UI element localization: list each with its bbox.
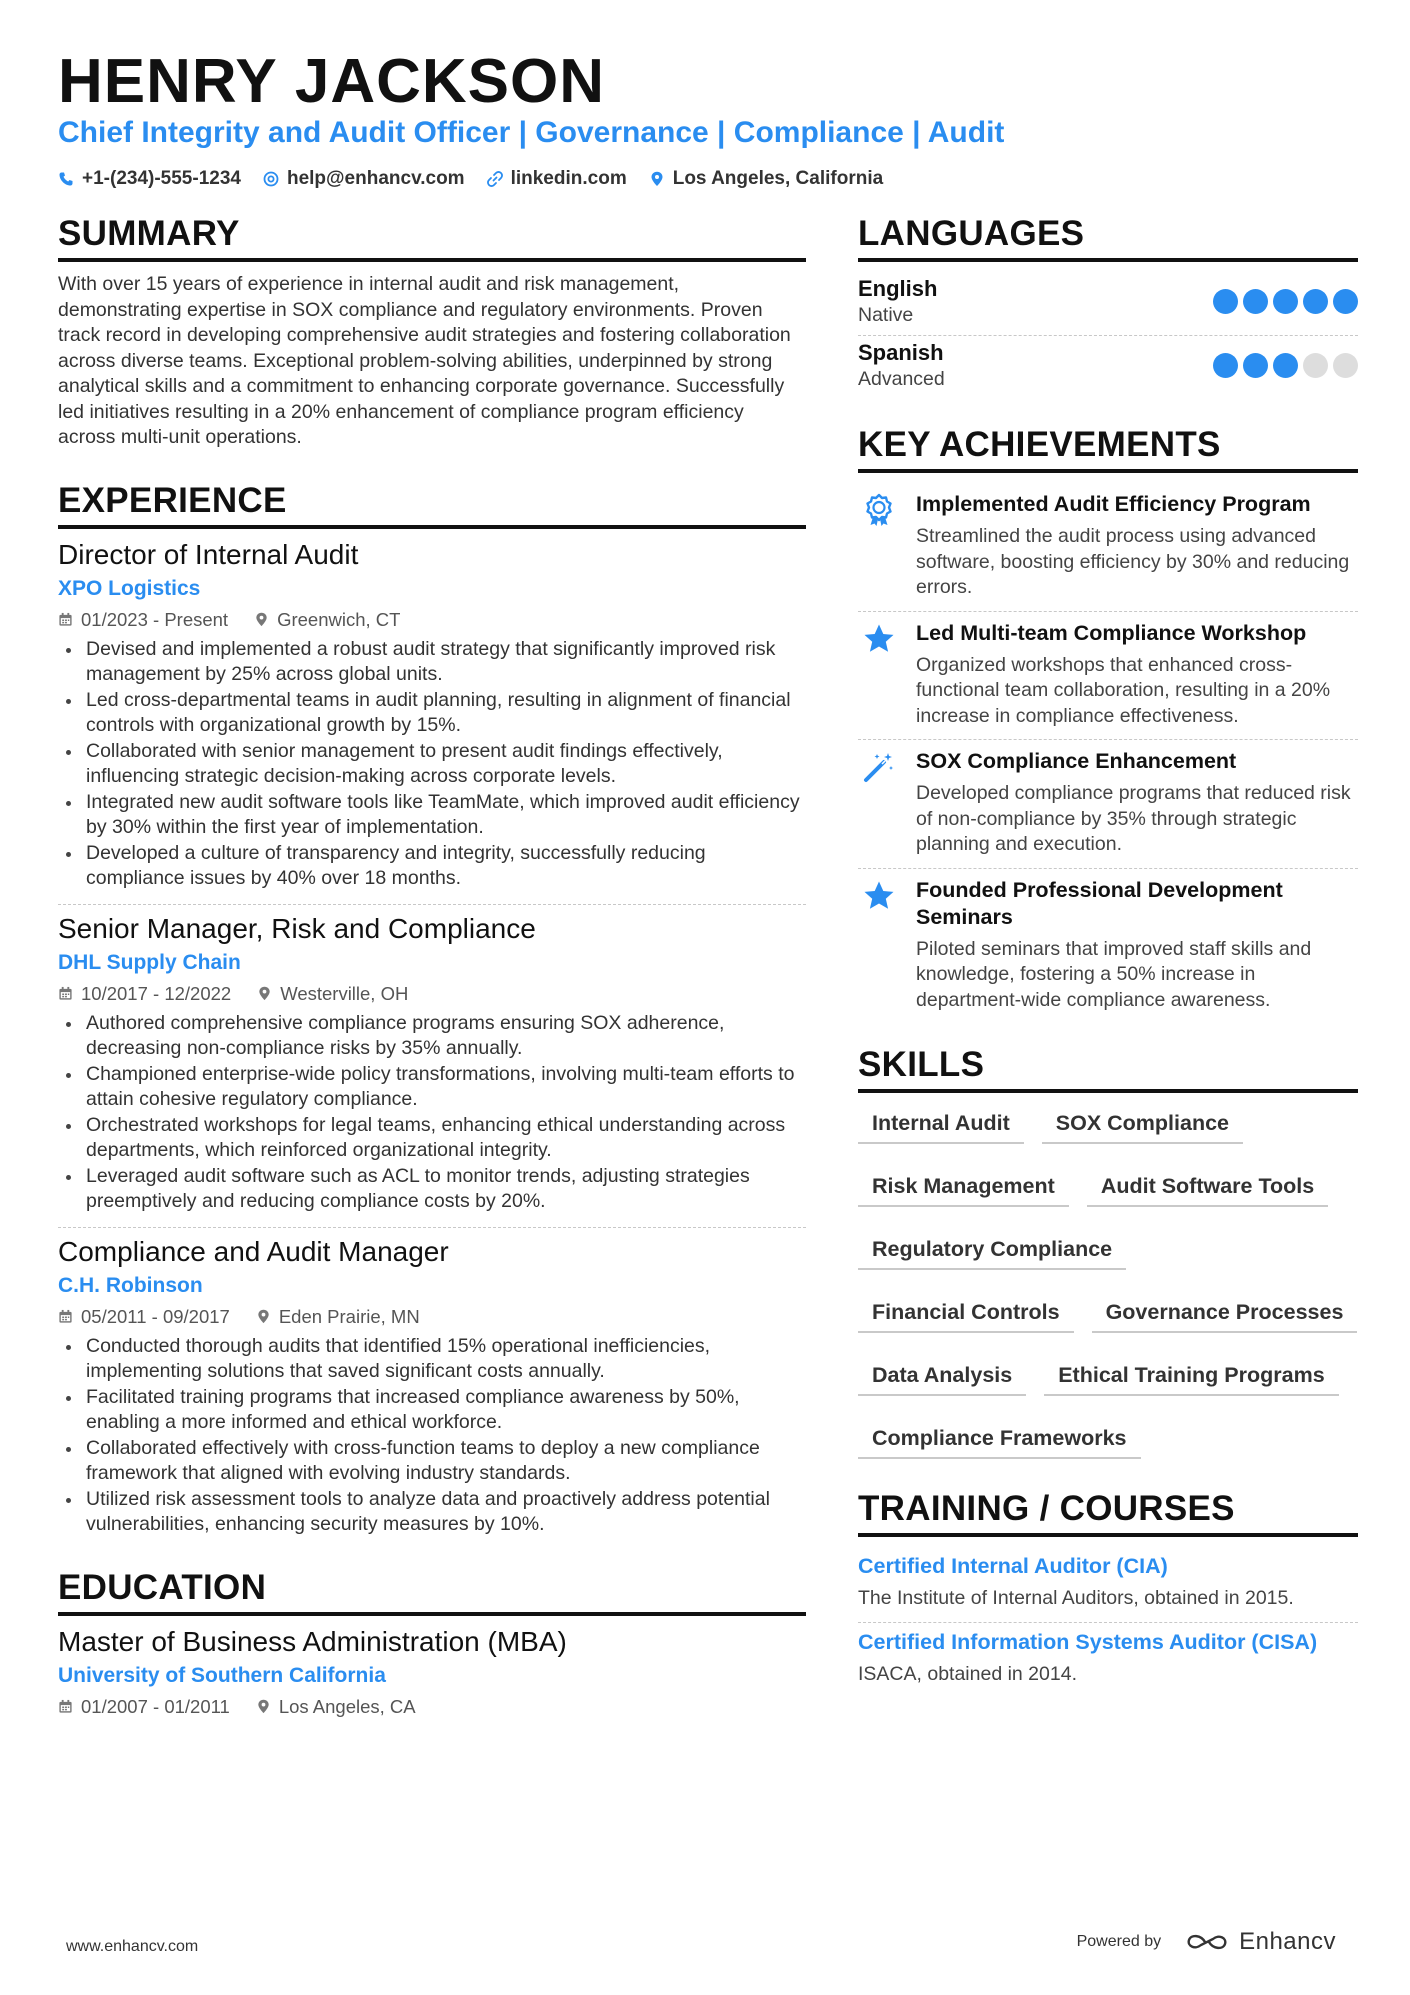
contact-phone[interactable] — [58, 168, 241, 190]
job-bullet: Authored comprehensive compliance programs ensuring SOX adherence, decreasing non-compliance risks by 35% annually. — [58, 1011, 806, 1062]
job-company: DHL Supply Chain — [58, 950, 241, 974]
course-desc: The Institute of Internal Auditors, obtained in 2015. — [858, 1587, 1294, 1609]
achievement-item — [858, 740, 1358, 869]
contact-linkedin[interactable] — [487, 168, 627, 190]
contact-email[interactable] — [263, 168, 465, 190]
language-level: Advanced — [858, 368, 945, 390]
job-location: Westerville, OH — [280, 982, 409, 1004]
job-location-item — [254, 609, 400, 631]
job-bullet: Collaborated with senior management to present audit findings effectively, influencing strategic decision-making across corporate levels. — [58, 739, 806, 790]
language-name: English — [858, 276, 938, 301]
achievement-item — [858, 483, 1358, 612]
job-company: XPO Logistics — [58, 576, 201, 600]
location-pin-icon — [256, 1699, 271, 1714]
education-section — [58, 1568, 806, 1718]
calendar-icon — [58, 1309, 73, 1324]
course-item — [858, 1623, 1358, 1698]
job-dates-item — [58, 1306, 230, 1328]
calendar-icon — [58, 612, 73, 627]
summary-title: SUMMARY — [58, 214, 806, 262]
achievement-desc: Streamlined the audit process using advanced software, boosting efficiency by 30% and reducing errors. — [916, 525, 1350, 598]
job-bullet: Conducted thorough audits that identified 15% operational inefficiencies, implementing solutions that saved significant costs annually. — [58, 1334, 806, 1385]
job-meta — [58, 609, 806, 631]
job-dates: 05/2011 - 09/2017 — [81, 1305, 230, 1327]
education-location-item — [256, 1696, 416, 1718]
job-location: Eden Prairie, MN — [278, 1305, 420, 1327]
calendar-icon — [58, 1699, 73, 1714]
education-degree: Master of Business Administration (MBA) — [58, 1625, 567, 1657]
education-meta — [58, 1696, 806, 1718]
job-bullet: Utilized risk assessment tools to analyze data and proactively address potential vulnerabilities, enhancing security measures by 10%. — [58, 1487, 806, 1538]
job-dates-item — [58, 983, 231, 1005]
skill-tag: Governance Processes — [1092, 1292, 1358, 1333]
powered-by-label: Powered by — [1076, 1933, 1162, 1950]
course-desc: ISACA, obtained in 2014. — [858, 1662, 1077, 1685]
language-item — [858, 336, 1358, 399]
training-section — [858, 1489, 1358, 1697]
education-location: Los Angeles, CA — [278, 1695, 416, 1717]
skill-tag: Internal Audit — [858, 1103, 1024, 1144]
job-bullet: Led cross-departmental teams in audit planning, resulting in alignment of financial controls with organizational growth by 15%. — [58, 688, 806, 739]
training-title: TRAINING / COURSES — [858, 1489, 1358, 1537]
award-ribbon-icon — [862, 493, 896, 527]
skill-tag: Compliance Frameworks — [858, 1418, 1141, 1459]
job-bullet: Developed a culture of transparency and integrity, successfully reducing compliance issues by 40% over 18 months. — [58, 841, 806, 892]
headline: Chief Integrity and Audit Officer | Governance | Compliance | Audit — [58, 116, 1005, 149]
achievement-icon-wrap — [858, 877, 900, 1014]
job-entry — [58, 539, 806, 905]
skill-tag: Ethical Training Programs — [1044, 1355, 1338, 1396]
calendar-icon — [58, 986, 73, 1001]
summary-section — [58, 214, 806, 451]
skills-section — [858, 1045, 1358, 1459]
contact-location — [649, 168, 883, 190]
email-text: help@enhancv.com — [286, 168, 465, 189]
contact-bar — [58, 168, 883, 190]
job-entry — [58, 1236, 806, 1550]
location-text: Los Angeles, California — [672, 168, 884, 189]
job-meta — [58, 983, 806, 1005]
rating-dot-empty — [1303, 353, 1328, 378]
job-bullets — [58, 1334, 806, 1538]
phone-text: +1-(234)-555-1234 — [82, 168, 241, 189]
brand-logo[interactable] — [1185, 1928, 1336, 1956]
achievement-icon-wrap — [858, 491, 900, 601]
at-sign-icon — [263, 171, 279, 187]
achievement-item — [858, 869, 1358, 1024]
job-bullet: Orchestrated workshops for legal teams, enhancing ethical understanding across departments, which reinforced organizational integrity. — [58, 1113, 806, 1164]
summary-text: With over 15 years of experience in internal audit and risk management, demonstrating expertise in SOX compliance and regulatory environments. Proven track record in developing comprehensive audit strategies and fostering collaboration across diverse teams. Exceptional problem-solving abilities, underpinned by strong analytical skills and a commitment to enhancing corporate governance. Successfully led initiatives resulting in a 20% enhancement of compliance program efficiency across multi-unit operations. — [58, 273, 791, 448]
job-bullet: Championed enterprise-wide policy transformations, involving multi-team efforts to attain cohesive regulatory compliance. — [58, 1062, 806, 1113]
course-title: Certified Internal Auditor (CIA) — [858, 1554, 1168, 1578]
education-title: EDUCATION — [58, 1568, 806, 1616]
skills-title: SKILLS — [858, 1045, 1358, 1093]
job-entry — [58, 913, 806, 1228]
footer-website[interactable]: www.enhancv.com — [66, 1938, 199, 1955]
language-level: Native — [858, 304, 914, 326]
job-dates: 10/2017 - 12/2022 — [81, 982, 232, 1004]
enhancv-logo-icon — [1185, 1931, 1229, 1953]
phone-icon — [58, 171, 74, 187]
brand-name: Enhancv — [1239, 1928, 1336, 1955]
languages-section — [858, 214, 1358, 399]
language-item — [858, 272, 1358, 336]
job-bullet: Integrated new audit software tools like TeamMate, which improved audit efficiency by 30% within the first year of implementation. — [58, 790, 806, 841]
job-role: Compliance and Audit Manager — [58, 1235, 449, 1267]
rating-dot-filled — [1243, 353, 1268, 378]
achievement-icon-wrap — [858, 620, 900, 730]
achievements-section — [858, 425, 1358, 1023]
language-name: Spanish — [858, 340, 944, 365]
job-dates: 01/2023 - Present — [81, 608, 229, 630]
language-rating — [1213, 353, 1358, 378]
job-company: C.H. Robinson — [58, 1273, 203, 1297]
linkedin-text: linkedin.com — [510, 168, 627, 189]
rating-dot-filled — [1273, 353, 1298, 378]
skill-tag: Audit Software Tools — [1087, 1166, 1328, 1207]
job-meta — [58, 1306, 806, 1328]
achievement-desc: Organized workshops that enhanced cross-functional team collaboration, resulting in a 20% increase in compliance effectiveness. — [916, 653, 1331, 727]
job-bullet: Facilitated training programs that increased compliance awareness by 50%, enabling a more informed and ethical workforce. — [58, 1385, 806, 1436]
star-icon — [862, 622, 896, 656]
star-icon — [862, 879, 896, 913]
achievement-title: Implemented Audit Efficiency Program — [916, 492, 1311, 516]
location-pin-icon — [254, 612, 269, 627]
job-location: Greenwich, CT — [277, 608, 401, 630]
job-bullets — [58, 1011, 806, 1215]
education-dates-item — [58, 1696, 230, 1718]
link-icon — [487, 171, 503, 187]
rating-dot-empty — [1333, 353, 1358, 378]
achievement-desc: Developed compliance programs that reduced risk of non-compliance by 35% through strategic planning and execution. — [916, 782, 1351, 855]
course-item — [858, 1547, 1358, 1623]
footer-branding — [1077, 1928, 1336, 1956]
course-title: Certified Information Systems Auditor (CISA) — [858, 1629, 1318, 1654]
skill-tag: Regulatory Compliance — [858, 1229, 1126, 1270]
language-rating — [1213, 289, 1358, 314]
experience-section — [58, 481, 806, 1550]
right-column — [858, 214, 1358, 1697]
job-bullet: Collaborated effectively with cross-function teams to deploy a new compliance framework that aligned with evolving industry standards. — [58, 1436, 806, 1487]
skill-tag: SOX Compliance — [1042, 1103, 1243, 1144]
job-dates-item — [58, 609, 228, 631]
rating-dot-filled — [1243, 289, 1268, 314]
achievement-icon-wrap — [858, 748, 900, 858]
left-column — [58, 214, 806, 1718]
achievement-title: SOX Compliance Enhancement — [916, 749, 1237, 773]
languages-title: LANGUAGES — [858, 214, 1358, 262]
achievement-title: Founded Professional Development Seminars — [916, 877, 1283, 929]
rating-dot-filled — [1303, 289, 1328, 314]
rating-dot-filled — [1213, 289, 1238, 314]
education-dates: 01/2007 - 01/2011 — [81, 1695, 230, 1717]
rating-dot-filled — [1273, 289, 1298, 314]
location-pin-icon — [256, 1309, 271, 1324]
job-role: Senior Manager, Risk and Compliance — [58, 912, 536, 944]
skills-list — [858, 1103, 1358, 1459]
location-pin-icon — [257, 986, 272, 1001]
achievement-item — [858, 612, 1358, 741]
skill-tag: Financial Controls — [858, 1292, 1074, 1333]
experience-title: EXPERIENCE — [58, 481, 806, 529]
location-pin-icon — [649, 171, 665, 187]
candidate-name: HENRY JACKSON — [58, 47, 605, 116]
job-bullet: Devised and implemented a robust audit strategy that significantly improved risk management by 25% across global units. — [58, 637, 806, 688]
job-role: Director of Internal Audit — [58, 538, 359, 570]
achievement-desc: Piloted seminars that improved staff skills and knowledge, fostering a 50% increase in department-wide compliance awareness. — [916, 937, 1312, 1011]
education-school: University of Southern California — [58, 1663, 386, 1687]
job-bullet: Leveraged audit software such as ACL to monitor trends, adjusting strategies preemptively and reducing compliance costs by 20%. — [58, 1164, 806, 1215]
rating-dot-filled — [1333, 289, 1358, 314]
achievement-title: Led Multi-team Compliance Workshop — [916, 620, 1307, 645]
job-bullets — [58, 637, 806, 892]
skill-tag: Risk Management — [858, 1166, 1069, 1207]
rating-dot-filled — [1213, 353, 1238, 378]
job-location-item — [256, 1306, 420, 1328]
achievements-title: KEY ACHIEVEMENTS — [858, 425, 1358, 473]
magic-wand-icon — [862, 750, 896, 784]
job-location-item — [257, 983, 408, 1005]
skill-tag: Data Analysis — [858, 1355, 1026, 1396]
